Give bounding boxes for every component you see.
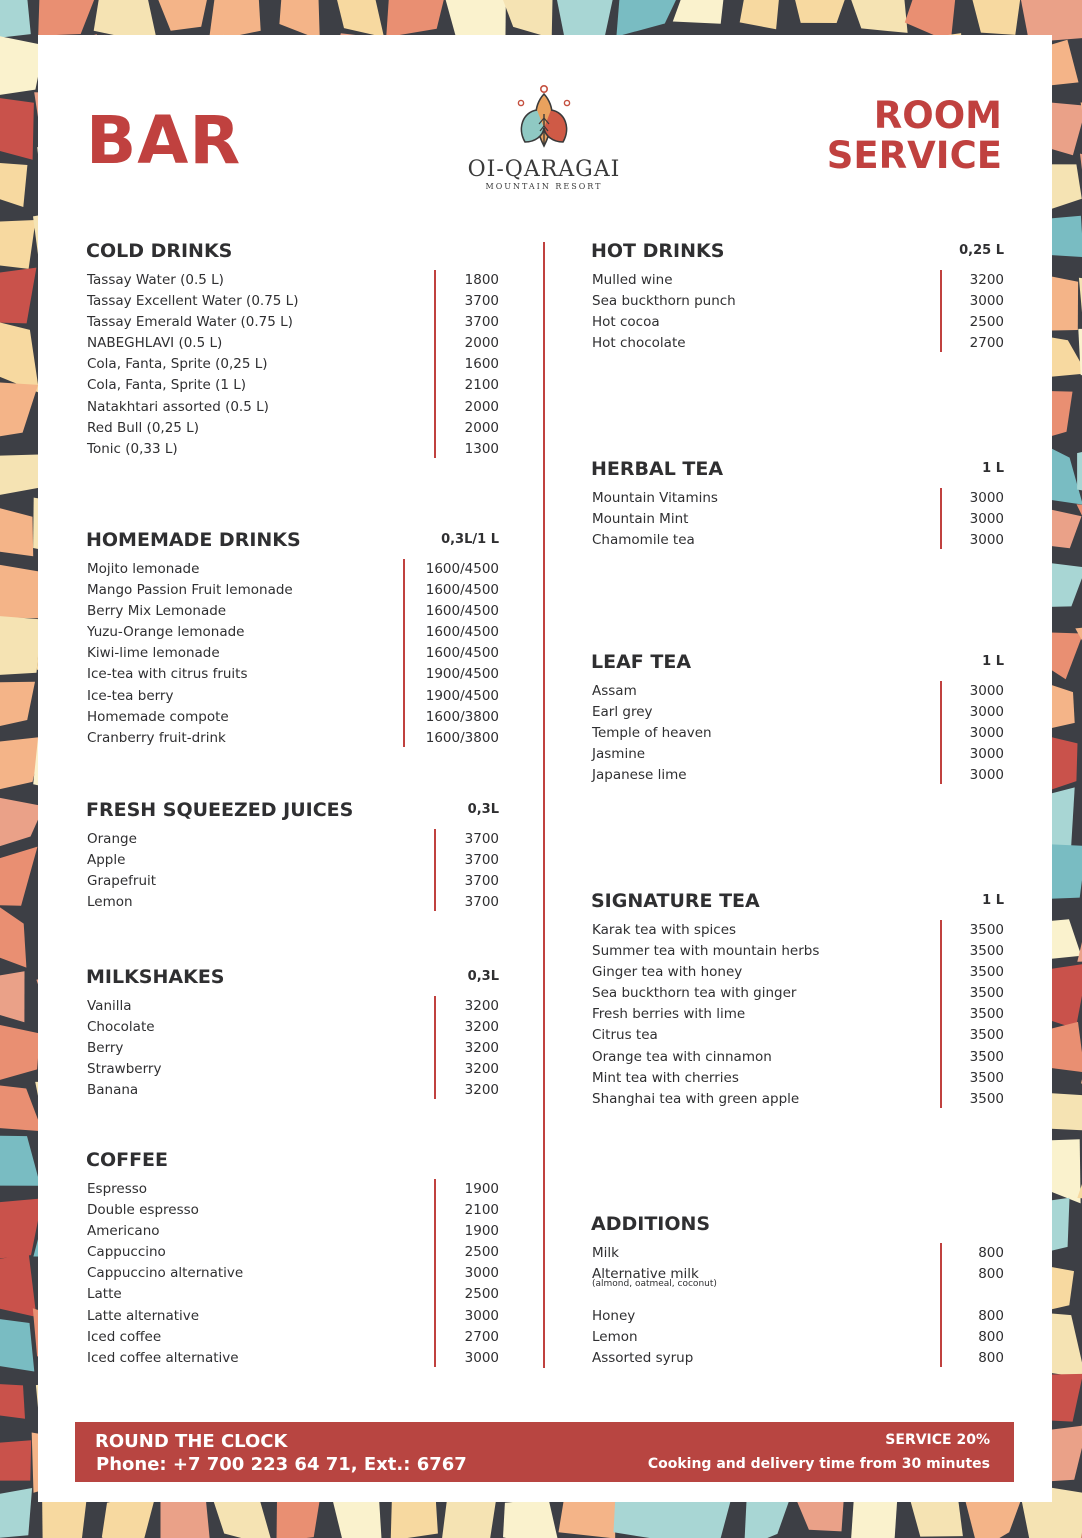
item-list bbox=[86, 829, 499, 913]
menu-item bbox=[86, 1221, 499, 1242]
item-name: Ice-tea with citrus fruits bbox=[87, 666, 248, 683]
section-header bbox=[591, 890, 1004, 914]
item-name: Tassay Water (0.5 L) bbox=[87, 272, 224, 288]
item-name: Orange tea with cinnamon bbox=[592, 1048, 772, 1065]
menu-item bbox=[591, 270, 1004, 291]
item-list bbox=[591, 270, 1004, 354]
item-name: Cranberry fruit-drink bbox=[87, 729, 226, 746]
menu-item bbox=[86, 643, 499, 664]
menu-item bbox=[86, 686, 499, 707]
item-name: Cappuccino bbox=[87, 1244, 166, 1261]
section-title: HOMEMADE DRINKS bbox=[86, 529, 301, 551]
item-price: 800 bbox=[978, 1350, 1004, 1367]
menu-item bbox=[86, 1059, 499, 1080]
section-title: HOT DRINKS bbox=[591, 240, 725, 262]
item-price: 3000 bbox=[969, 704, 1004, 721]
item-name: Banana bbox=[87, 1082, 139, 1099]
footer-hours: ROUND THE CLOCK bbox=[95, 1431, 288, 1452]
footer-banner bbox=[75, 1422, 1014, 1482]
menu-item bbox=[86, 291, 499, 312]
item-name: Sea buckthorn tea with ginger bbox=[592, 985, 797, 1002]
item-price: 1600 bbox=[464, 356, 499, 373]
item-name: Cola, Fanta, Sprite (0,25 L) bbox=[87, 356, 268, 373]
menu-item bbox=[591, 920, 1004, 941]
menu-item bbox=[86, 375, 499, 396]
mosaic-tile bbox=[331, 0, 384, 37]
item-price: 3000 bbox=[969, 725, 1004, 742]
menu-item bbox=[86, 270, 499, 291]
item-price: 3500 bbox=[969, 922, 1004, 938]
item-price: 2000 bbox=[464, 398, 499, 415]
item-list bbox=[591, 681, 1004, 786]
menu-item bbox=[591, 983, 1004, 1004]
mosaic-tile bbox=[0, 1135, 40, 1185]
item-price: 1900 bbox=[464, 1223, 499, 1240]
mosaic-tile bbox=[0, 455, 43, 500]
menu-item bbox=[591, 941, 1004, 962]
mosaic-tile bbox=[0, 1488, 32, 1538]
menu-item bbox=[591, 702, 1004, 723]
menu-item bbox=[86, 728, 499, 749]
section-header bbox=[86, 529, 499, 553]
section-header bbox=[86, 1149, 499, 1173]
item-price: 2700 bbox=[969, 335, 1004, 352]
menu-item bbox=[86, 1038, 499, 1059]
item-name: Tassay Emerald Water (0.75 L) bbox=[87, 314, 293, 331]
menu-item bbox=[591, 1025, 1004, 1046]
item-name: Strawberry bbox=[87, 1061, 162, 1078]
section-unit: 1 L bbox=[982, 461, 1004, 476]
item-price: 3200 bbox=[464, 1019, 499, 1036]
mosaic-tile bbox=[790, 0, 852, 23]
menu-item bbox=[591, 1348, 1004, 1369]
item-name: Temple of heaven bbox=[592, 725, 712, 742]
menu-item bbox=[86, 1242, 499, 1263]
section-unit: 1 L bbox=[982, 654, 1004, 669]
item-price: 3700 bbox=[464, 873, 499, 890]
item-price: 2500 bbox=[969, 314, 1004, 331]
menu-item bbox=[86, 850, 499, 871]
item-name: Citrus tea bbox=[592, 1027, 658, 1044]
menu-item bbox=[591, 681, 1004, 702]
section-header bbox=[591, 651, 1004, 675]
item-name: Cola, Fanta, Sprite (1 L) bbox=[87, 377, 247, 394]
item-name: Iced coffee alternative bbox=[87, 1349, 239, 1366]
item-list bbox=[86, 270, 499, 460]
menu-item bbox=[591, 765, 1004, 786]
item-name: Hot cocoa bbox=[592, 314, 660, 331]
item-price: 3700 bbox=[464, 852, 499, 869]
item-price: 2500 bbox=[464, 1244, 499, 1261]
item-price: 3000 bbox=[464, 1349, 499, 1366]
item-price: 3000 bbox=[464, 1265, 499, 1282]
section-title: LEAF TEA bbox=[591, 651, 692, 673]
item-name: Iced coffee bbox=[87, 1328, 162, 1345]
item-price: 3200 bbox=[464, 1040, 499, 1057]
item-price: 3200 bbox=[464, 998, 499, 1014]
item-price: 3000 bbox=[969, 511, 1004, 528]
item-price: 3000 bbox=[969, 746, 1004, 763]
item-price: 3500 bbox=[969, 1006, 1004, 1023]
section-signature-tea bbox=[591, 890, 1004, 1110]
item-list bbox=[86, 1179, 499, 1369]
mosaic-tile bbox=[0, 847, 38, 906]
item-price: 800 bbox=[978, 1266, 1004, 1283]
mosaic-tile bbox=[0, 682, 35, 728]
menu-item bbox=[86, 1284, 499, 1305]
menu-item bbox=[86, 312, 499, 333]
section-unit: 0,3L bbox=[467, 969, 499, 984]
item-name: Mint tea with cherries bbox=[592, 1069, 739, 1086]
resort-logo bbox=[444, 84, 644, 192]
item-note: (almond, oatmeal, coconut) bbox=[592, 1279, 717, 1290]
item-name: Espresso bbox=[87, 1181, 148, 1197]
item-price: 1900 bbox=[464, 1181, 499, 1197]
menu-item bbox=[86, 1080, 499, 1101]
mosaic-tile bbox=[673, 0, 724, 24]
column-divider bbox=[543, 242, 545, 1368]
item-name: Berry Mix Lemonade bbox=[87, 603, 227, 620]
item-name: Kiwi-lime lemonade bbox=[87, 645, 220, 662]
menu-item bbox=[86, 996, 499, 1017]
item-name: Assorted syrup bbox=[592, 1350, 694, 1367]
item-name: Chocolate bbox=[87, 1019, 155, 1036]
mosaic-tile bbox=[0, 1440, 31, 1480]
menu-item bbox=[86, 1263, 499, 1284]
item-price: 1900/4500 bbox=[425, 687, 499, 704]
mosaic-tile bbox=[38, 0, 98, 36]
item-price: 3500 bbox=[969, 1027, 1004, 1044]
mosaic-tile bbox=[0, 162, 27, 207]
item-price: 2000 bbox=[464, 419, 499, 436]
menu-item bbox=[86, 871, 499, 892]
menu-item bbox=[591, 291, 1004, 312]
item-list bbox=[86, 996, 499, 1101]
item-name: Japanese lime bbox=[592, 767, 687, 784]
menu-item bbox=[591, 1264, 1004, 1306]
footer-phone: Phone: +7 700 223 64 71, Ext.: 6767 bbox=[96, 1454, 467, 1475]
item-name: Alternative milk bbox=[592, 1266, 699, 1283]
menu-item bbox=[591, 962, 1004, 983]
item-name: Ice-tea berry bbox=[87, 687, 174, 704]
mosaic-tile bbox=[386, 0, 447, 37]
item-name: Mulled wine bbox=[592, 272, 673, 288]
item-list bbox=[591, 920, 1004, 1110]
item-name: Milk bbox=[592, 1245, 619, 1261]
item-name: Berry bbox=[87, 1040, 124, 1057]
menu-item bbox=[86, 622, 499, 643]
item-name: Tonic (0,33 L) bbox=[87, 440, 178, 457]
mosaic-tile bbox=[0, 902, 26, 968]
item-name: Apple bbox=[87, 852, 126, 869]
item-price: 1300 bbox=[464, 440, 499, 457]
item-name: Mango Passion Fruit lemonade bbox=[87, 582, 293, 599]
item-price: 800 bbox=[978, 1308, 1004, 1325]
menu-item bbox=[86, 439, 499, 460]
menu-item bbox=[591, 1047, 1004, 1068]
item-name: Fresh berries with lime bbox=[592, 1006, 746, 1023]
menu-item bbox=[591, 509, 1004, 530]
item-price: 3000 bbox=[464, 1307, 499, 1324]
mosaic-tile bbox=[0, 1253, 36, 1317]
item-name: Mountain Mint bbox=[592, 511, 689, 528]
menu-item bbox=[86, 1348, 499, 1369]
section-hot-drinks bbox=[591, 240, 1004, 354]
section-title: FRESH SQUEEZED JUICES bbox=[86, 799, 354, 821]
menu-item bbox=[86, 1017, 499, 1038]
item-price: 1600/3800 bbox=[425, 729, 499, 746]
menu-item bbox=[591, 1004, 1004, 1025]
item-price: 2100 bbox=[464, 377, 499, 394]
mosaic-tile bbox=[0, 268, 36, 324]
item-price: 3000 bbox=[969, 532, 1004, 549]
item-name: Lemon bbox=[87, 894, 133, 911]
section-fresh-squeezed-juices bbox=[86, 799, 499, 913]
menu-item bbox=[86, 601, 499, 622]
menu-item bbox=[591, 744, 1004, 765]
section-title: ADDITIONS bbox=[591, 1213, 711, 1235]
mosaic-tile bbox=[616, 0, 678, 37]
section-unit: 0,3L bbox=[467, 802, 499, 817]
mosaic-tile bbox=[0, 1316, 34, 1371]
mosaic-tile bbox=[0, 971, 25, 1022]
section-header bbox=[591, 458, 1004, 482]
footer-service-fee: SERVICE 20% bbox=[885, 1432, 990, 1448]
section-header bbox=[86, 799, 499, 823]
item-name: Assam bbox=[592, 683, 637, 699]
item-price: 3000 bbox=[969, 767, 1004, 784]
menu-item bbox=[591, 1306, 1004, 1327]
mosaic-tile bbox=[503, 1498, 560, 1538]
menu-item bbox=[86, 1200, 499, 1221]
item-name: Hot chocolate bbox=[592, 335, 686, 352]
mosaic-tile bbox=[0, 1083, 42, 1132]
mosaic-tile bbox=[0, 502, 33, 557]
mosaic-tile bbox=[0, 562, 41, 618]
section-title: COFFEE bbox=[86, 1149, 169, 1171]
section-title: MILKSHAKES bbox=[86, 966, 225, 988]
item-price: 3500 bbox=[969, 1048, 1004, 1065]
menu-item bbox=[86, 559, 499, 580]
section-herbal-tea bbox=[591, 458, 1004, 551]
mosaic-tile bbox=[845, 0, 907, 33]
section-title: SIGNATURE TEA bbox=[591, 890, 760, 912]
section-header bbox=[86, 966, 499, 990]
menu-item bbox=[86, 707, 499, 728]
item-name: Latte alternative bbox=[87, 1307, 200, 1324]
item-name: Latte bbox=[87, 1286, 122, 1303]
item-list bbox=[591, 488, 1004, 551]
menu-item bbox=[86, 664, 499, 685]
item-name: Homemade compote bbox=[87, 708, 229, 725]
item-name: Mountain Vitamins bbox=[592, 490, 718, 506]
section-title: HERBAL TEA bbox=[591, 458, 724, 480]
menu-item bbox=[591, 1327, 1004, 1348]
item-name: Vanilla bbox=[87, 998, 132, 1014]
item-price: 3000 bbox=[969, 683, 1004, 699]
section-cold-drinks bbox=[86, 240, 499, 460]
menu-item bbox=[86, 1327, 499, 1348]
item-name: Lemon bbox=[592, 1329, 638, 1346]
item-price: 3200 bbox=[464, 1061, 499, 1078]
mosaic-tile bbox=[0, 1384, 25, 1419]
menu-item bbox=[591, 1089, 1004, 1110]
item-name: Yuzu-Orange lemonade bbox=[87, 624, 245, 641]
item-price: 800 bbox=[978, 1245, 1004, 1261]
item-price: 3700 bbox=[464, 293, 499, 310]
item-price: 1600/4500 bbox=[425, 561, 499, 577]
item-name: Mojito lemonade bbox=[87, 561, 200, 577]
room-service-title bbox=[827, 96, 1002, 176]
mosaic-tile bbox=[0, 615, 42, 676]
section-coffee bbox=[86, 1149, 499, 1369]
item-price: 3500 bbox=[969, 985, 1004, 1002]
mosaic-tile bbox=[1077, 504, 1082, 554]
mosaic-tile bbox=[0, 95, 34, 160]
item-price: 1900/4500 bbox=[425, 666, 499, 683]
room-title-line1: ROOM bbox=[873, 94, 1002, 137]
item-price: 3700 bbox=[464, 831, 499, 847]
item-name: Tassay Excellent Water (0.75 L) bbox=[87, 293, 299, 310]
item-name: Grapefruit bbox=[87, 873, 157, 890]
menu-item bbox=[591, 488, 1004, 509]
item-price: 3200 bbox=[969, 272, 1004, 288]
item-price: 2700 bbox=[464, 1328, 499, 1345]
item-name: Orange bbox=[87, 831, 137, 847]
item-list bbox=[86, 559, 499, 749]
mosaic-tile bbox=[0, 0, 31, 40]
item-price: 3500 bbox=[969, 964, 1004, 981]
leaf-logo-icon bbox=[513, 84, 575, 154]
item-name: NABEGHLAVI (0.5 L) bbox=[87, 335, 223, 352]
item-name: Jasmine bbox=[592, 746, 646, 763]
item-price: 2100 bbox=[464, 1202, 499, 1219]
item-name: Natakhtari assorted (0.5 L) bbox=[87, 398, 269, 415]
item-price: 3000 bbox=[969, 293, 1004, 310]
item-price: 3500 bbox=[969, 943, 1004, 960]
logo-name: OI-QARAGAI bbox=[467, 157, 621, 182]
item-price: 3500 bbox=[969, 1090, 1004, 1107]
item-price: 2000 bbox=[464, 335, 499, 352]
item-price: 1600/4500 bbox=[425, 603, 499, 620]
item-name: Ginger tea with honey bbox=[592, 964, 743, 981]
mosaic-tile bbox=[391, 1496, 438, 1538]
menu-item bbox=[591, 1243, 1004, 1264]
item-name: Sea buckthorn punch bbox=[592, 293, 736, 310]
section-header bbox=[591, 1213, 1004, 1237]
menu-item bbox=[86, 829, 499, 850]
item-price: 3700 bbox=[464, 894, 499, 911]
section-unit: 1 L bbox=[982, 893, 1004, 908]
section-unit: 0,3L/1 L bbox=[441, 532, 499, 547]
item-price: 800 bbox=[978, 1329, 1004, 1346]
section-header bbox=[591, 240, 1004, 264]
item-list bbox=[591, 1243, 1004, 1369]
item-price: 3200 bbox=[464, 1082, 499, 1099]
section-unit: 0,25 L bbox=[959, 243, 1004, 258]
item-name: Summer tea with mountain herbs bbox=[592, 943, 820, 960]
mosaic-tile bbox=[0, 321, 39, 393]
bar-title: BAR bbox=[86, 102, 242, 179]
item-name: Cappuccino alternative bbox=[87, 1265, 244, 1282]
item-price: 1600/4500 bbox=[425, 582, 499, 599]
mosaic-tile bbox=[0, 1022, 40, 1082]
item-name: Honey bbox=[592, 1308, 636, 1325]
item-name: Red Bull (0,25 L) bbox=[87, 419, 199, 436]
menu-item bbox=[86, 580, 499, 601]
menu-item bbox=[86, 397, 499, 418]
menu-item bbox=[86, 354, 499, 375]
mosaic-tile bbox=[151, 0, 209, 31]
item-price: 3500 bbox=[969, 1069, 1004, 1086]
item-name: Shanghai tea with green apple bbox=[592, 1090, 800, 1107]
mosaic-tile bbox=[279, 0, 319, 40]
mosaic-tile bbox=[0, 220, 36, 269]
section-homemade-drinks bbox=[86, 529, 499, 749]
menu-item bbox=[591, 530, 1004, 551]
item-name: Karak tea with spices bbox=[592, 922, 737, 938]
mosaic-tile bbox=[0, 381, 38, 440]
item-price: 3000 bbox=[969, 490, 1004, 506]
section-header bbox=[86, 240, 499, 264]
menu-item bbox=[86, 1179, 499, 1200]
mosaic-tile bbox=[966, 0, 1023, 35]
menu-item bbox=[591, 1068, 1004, 1089]
item-price: 1600/4500 bbox=[425, 645, 499, 662]
section-title: COLD DRINKS bbox=[86, 240, 233, 262]
menu-item bbox=[86, 418, 499, 439]
item-price: 3700 bbox=[464, 314, 499, 331]
section-milkshakes bbox=[86, 966, 499, 1101]
item-price: 1600/3800 bbox=[425, 708, 499, 725]
item-price: 1600/4500 bbox=[425, 624, 499, 641]
logo-subtitle: MOUNTAIN RESORT bbox=[485, 182, 603, 191]
item-name: Americano bbox=[87, 1223, 160, 1240]
section-additions bbox=[591, 1213, 1004, 1369]
menu-item bbox=[86, 1306, 499, 1327]
item-name: Earl grey bbox=[592, 704, 653, 721]
item-price: 1800 bbox=[464, 272, 499, 288]
menu-item bbox=[591, 312, 1004, 333]
item-name: Chamomile tea bbox=[592, 532, 695, 549]
menu-item bbox=[86, 892, 499, 913]
menu-item bbox=[591, 333, 1004, 354]
mosaic-tile bbox=[740, 0, 781, 29]
menu-item bbox=[591, 723, 1004, 744]
section-leaf-tea bbox=[591, 651, 1004, 786]
item-name: Double espresso bbox=[87, 1202, 199, 1219]
footer-delivery-time: Cooking and delivery time from 30 minutes bbox=[647, 1456, 990, 1472]
item-price: 2500 bbox=[464, 1286, 499, 1303]
menu-item bbox=[86, 333, 499, 354]
mosaic-tile bbox=[1075, 623, 1082, 682]
room-title-line2: SERVICE bbox=[826, 134, 1002, 177]
